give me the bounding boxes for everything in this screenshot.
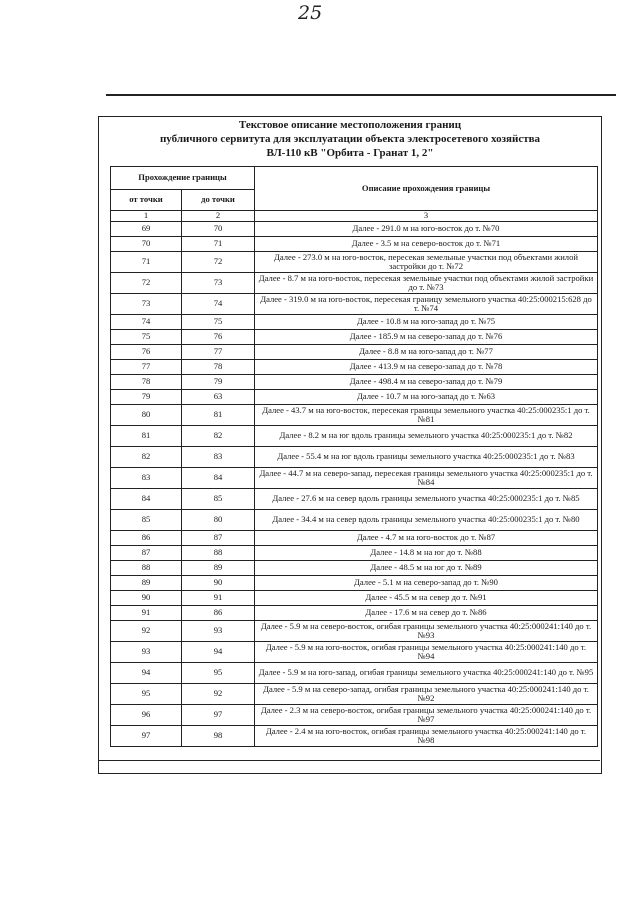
from-point-cell: 92 — [111, 621, 182, 642]
description-cell: Далее - 319.0 м на юго-восток, пересекая границу земельного участка 40:25:000215:628 до т. №74 — [255, 294, 598, 315]
from-point-cell: 71 — [111, 252, 182, 273]
title-line-2: публичного сервитута для эксплуатации объекта электросетевого хозяйства — [159, 133, 541, 145]
description-cell: Далее - 4.7 м на юго-восток до т. №87 — [255, 531, 598, 546]
from-point-cell: 72 — [111, 273, 182, 294]
header-to-point: до точки — [182, 190, 255, 211]
table-row — [111, 576, 598, 591]
from-point-cell: 77 — [111, 360, 182, 375]
to-point-cell: 91 — [182, 591, 255, 606]
from-point-cell: 84 — [111, 489, 182, 510]
description-cell: Далее - 8.8 м на юго-запад до т. №77 — [255, 345, 598, 360]
table-row — [111, 222, 598, 237]
to-point-cell: 87 — [182, 531, 255, 546]
to-point-cell: 82 — [182, 426, 255, 447]
to-point-cell: 63 — [182, 390, 255, 405]
table-row — [111, 315, 598, 330]
from-point-cell: 96 — [111, 705, 182, 726]
from-point-cell: 89 — [111, 576, 182, 591]
from-point-cell: 69 — [111, 222, 182, 237]
to-point-cell: 75 — [182, 315, 255, 330]
description-cell: Далее - 5.9 м на юго-запад, огибая границы земельного участка 40:25:000241:140 до т. №95 — [255, 663, 598, 684]
table-row — [111, 360, 598, 375]
description-cell: Далее - 14.8 м на юг до т. №88 — [255, 546, 598, 561]
to-point-cell: 70 — [182, 222, 255, 237]
to-point-cell: 73 — [182, 273, 255, 294]
table-row — [111, 330, 598, 345]
description-cell: Далее - 8.2 м на юг вдоль границы земельного участка 40:25:000235:1 до т. №82 — [255, 426, 598, 447]
description-cell: Далее - 5.9 м на северо-запад, огибая границы земельного участка 40:25:000241:140 до т. №92 — [255, 684, 598, 705]
header-description: Описание прохождения границы — [255, 167, 598, 211]
to-point-cell: 80 — [182, 510, 255, 531]
to-point-cell: 95 — [182, 663, 255, 684]
from-point-cell: 94 — [111, 663, 182, 684]
to-point-cell: 90 — [182, 576, 255, 591]
column-number-3: 3 — [255, 211, 598, 222]
table-row — [111, 345, 598, 360]
table-row — [111, 468, 598, 489]
table-row — [111, 561, 598, 576]
description-cell: Далее - 291.0 м на юго-восток до т. №70 — [255, 222, 598, 237]
table-row — [111, 294, 598, 315]
description-cell: Далее - 34.4 м на север вдоль границы земельного участка 40:25:000235:1 до т. №80 — [255, 510, 598, 531]
from-point-cell: 79 — [111, 390, 182, 405]
from-point-cell: 76 — [111, 345, 182, 360]
from-point-cell: 86 — [111, 531, 182, 546]
boundary-table — [110, 166, 598, 747]
from-point-cell: 83 — [111, 468, 182, 489]
from-point-cell: 88 — [111, 561, 182, 576]
to-point-cell: 81 — [182, 405, 255, 426]
description-cell: Далее - 5.9 м на северо-восток, огибая границы земельного участка 40:25:000241:140 до т. №93 — [255, 621, 598, 642]
to-point-cell: 93 — [182, 621, 255, 642]
header-from-point: от точки — [111, 190, 182, 211]
table-row — [111, 663, 598, 684]
description-cell: Далее - 5.1 м на северо-запад до т. №90 — [255, 576, 598, 591]
to-point-cell: 84 — [182, 468, 255, 489]
table-row — [111, 390, 598, 405]
document-title — [100, 118, 600, 166]
table-row — [111, 726, 598, 747]
to-point-cell: 78 — [182, 360, 255, 375]
description-cell: Далее - 185.9 м на северо-запад до т. №76 — [255, 330, 598, 345]
description-cell: Далее - 48.5 м на юг до т. №89 — [255, 561, 598, 576]
description-cell: Далее - 45.5 м на север до т. №91 — [255, 591, 598, 606]
description-cell: Далее - 498.4 м на северо-запад до т. №79 — [255, 375, 598, 390]
description-cell: Далее - 10.7 м на юго-запад до т. №63 — [255, 390, 598, 405]
page-number: 25 — [298, 2, 323, 24]
title-line-1: Текстовое описание местоположения границ — [238, 119, 462, 131]
to-point-cell: 74 — [182, 294, 255, 315]
table-row — [111, 426, 598, 447]
from-point-cell: 90 — [111, 591, 182, 606]
table-row — [111, 375, 598, 390]
description-cell: Далее - 2.4 м на юго-восток, огибая границы земельного участка 40:25:000241:140 до т. №98 — [255, 726, 598, 747]
to-point-cell: 92 — [182, 684, 255, 705]
table-row — [111, 447, 598, 468]
to-point-cell: 86 — [182, 606, 255, 621]
description-cell: Далее - 273.0 м на юго-восток, пересекая земельные участки под объектами жилой застройки до т. №72 — [255, 252, 598, 273]
description-cell: Далее - 55.4 м на юг вдоль границы земельного участка 40:25:000235:1 до т. №83 — [255, 447, 598, 468]
to-point-cell: 94 — [182, 642, 255, 663]
table-row — [111, 489, 598, 510]
to-point-cell: 76 — [182, 330, 255, 345]
to-point-cell: 97 — [182, 705, 255, 726]
to-point-cell: 83 — [182, 447, 255, 468]
table-row — [111, 591, 598, 606]
to-point-cell: 88 — [182, 546, 255, 561]
to-point-cell: 98 — [182, 726, 255, 747]
from-point-cell: 74 — [111, 315, 182, 330]
title-line-3: ВЛ-110 кВ "Орбита - Гранат 1, 2" — [266, 147, 434, 159]
description-cell: Далее - 2.3 м на северо-восток, огибая границы земельного участка 40:25:000241:140 до т. №97 — [255, 705, 598, 726]
table-row — [111, 546, 598, 561]
table-row — [111, 705, 598, 726]
from-point-cell: 95 — [111, 684, 182, 705]
table-row — [111, 606, 598, 621]
description-cell: Далее - 8.7 м на юго-восток, пересекая земельные участки под объектами жилой застройки до т. №73 — [255, 273, 598, 294]
table-row — [111, 684, 598, 705]
description-cell: Далее - 5.9 м на юго-восток, огибая границы земельного участка 40:25:000241:140 до т. №94 — [255, 642, 598, 663]
from-point-cell: 85 — [111, 510, 182, 531]
description-cell: Далее - 413.9 м на северо-запад до т. №78 — [255, 360, 598, 375]
column-number-1: 1 — [111, 211, 182, 222]
to-point-cell: 77 — [182, 345, 255, 360]
from-point-cell: 70 — [111, 237, 182, 252]
to-point-cell: 85 — [182, 489, 255, 510]
from-point-cell: 80 — [111, 405, 182, 426]
table-body — [111, 222, 598, 747]
from-point-cell: 93 — [111, 642, 182, 663]
header-boundary-group: Прохождение границы — [111, 167, 255, 190]
bottom-rule — [98, 760, 600, 761]
description-cell: Далее - 44.7 м на северо-запад, пересекая границы земельного участка 40:25:000235:1 до т. №84 — [255, 468, 598, 489]
from-point-cell: 91 — [111, 606, 182, 621]
to-point-cell: 71 — [182, 237, 255, 252]
from-point-cell: 82 — [111, 447, 182, 468]
column-number-2: 2 — [182, 211, 255, 222]
description-cell: Далее - 3.5 м на северо-восток до т. №71 — [255, 237, 598, 252]
description-cell: Далее - 27.6 м на север вдоль границы земельного участка 40:25:000235:1 до т. №85 — [255, 489, 598, 510]
from-point-cell: 75 — [111, 330, 182, 345]
top-rule — [106, 94, 616, 96]
table-row — [111, 642, 598, 663]
table-row — [111, 405, 598, 426]
to-point-cell: 72 — [182, 252, 255, 273]
to-point-cell: 79 — [182, 375, 255, 390]
from-point-cell: 73 — [111, 294, 182, 315]
from-point-cell: 87 — [111, 546, 182, 561]
table-row — [111, 621, 598, 642]
table-row — [111, 273, 598, 294]
table-row — [111, 252, 598, 273]
table-row — [111, 510, 598, 531]
from-point-cell: 78 — [111, 375, 182, 390]
table-row — [111, 237, 598, 252]
table-row — [111, 531, 598, 546]
from-point-cell: 97 — [111, 726, 182, 747]
to-point-cell: 89 — [182, 561, 255, 576]
description-cell: Далее - 17.6 м на север до т. №86 — [255, 606, 598, 621]
description-cell: Далее - 10.8 м на юго-запад до т. №75 — [255, 315, 598, 330]
description-cell: Далее - 43.7 м на юго-восток, пересекая границы земельного участка 40:25:000235:1 до т. №81 — [255, 405, 598, 426]
from-point-cell: 81 — [111, 426, 182, 447]
